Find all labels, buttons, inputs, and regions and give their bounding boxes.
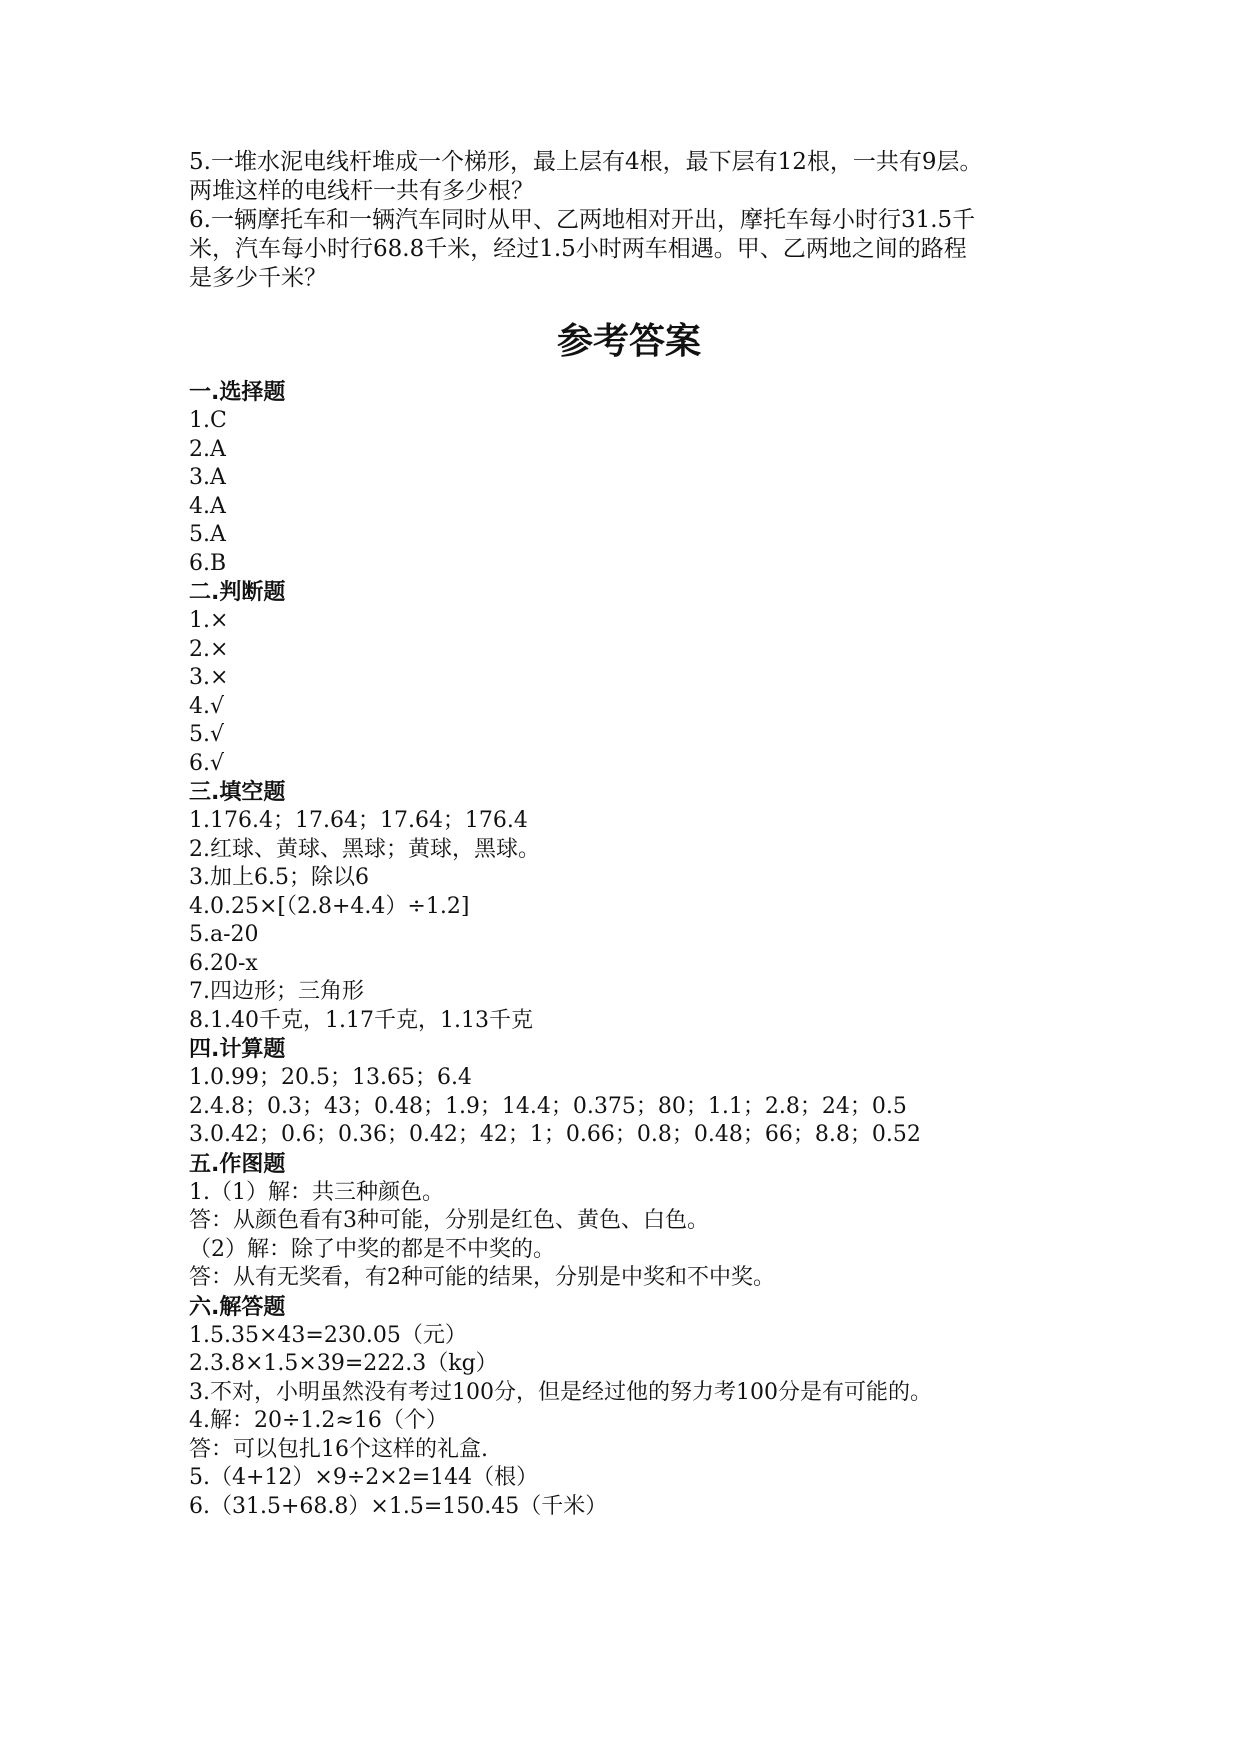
answer-line: 5.A [189, 522, 226, 547]
answer-line: 答：从有无奖看，有2种可能的结果，分别是中奖和不中奖。 [189, 1265, 775, 1290]
answer-line: 5.（4+12）×9÷2×2=144（根） [189, 1465, 539, 1490]
page-content [189, 148, 1069, 1521]
answer-section-drawing [189, 1150, 1069, 1293]
answer-line: 3.A [189, 465, 226, 490]
section-heading: 三.填空题 [189, 780, 286, 805]
answer-line: 答：从颜色看有3种可能，分别是红色、黄色、白色。 [189, 1208, 709, 1233]
answer-line: 答：可以包扎16个这样的礼盒. [189, 1436, 488, 1462]
section-heading: 六.解答题 [189, 1294, 286, 1320]
answer-line: 2.A [189, 436, 226, 462]
answer-line: 4.A [189, 493, 226, 519]
answer-line: 4.解：20÷1.2≈16（个） [189, 1408, 448, 1433]
answer-line: 3.不对，小明虽然没有考过100分，但是经过他的努力考100分是有可能的。 [189, 1379, 932, 1405]
answer-line: 2.红球、黄球、黑球；黄球，黑球。 [189, 836, 540, 862]
answer-line: 6.√ [189, 750, 225, 776]
section-heading: 二.判断题 [189, 580, 286, 605]
answer-line: 4.√ [189, 693, 225, 719]
question-block [189, 148, 1069, 293]
question-line: 是多少千米？ [189, 265, 327, 291]
answer-section-calculation [189, 1035, 1069, 1150]
section-heading: 五.作图题 [189, 1151, 286, 1177]
answer-line: 1.176.4；17.64；17.64；176.4 [189, 808, 528, 833]
answer-line: 2.3.8×1.5×39=222.3（kg） [189, 1351, 498, 1376]
answer-line: 4.0.25×[（2.8+4.4）÷1.2] [189, 893, 470, 919]
question-line: 两堆这样的电线杆一共有多少根？ [189, 178, 534, 204]
answer-line: 3.0.42；0.6；0.36；0.42；42；1；0.66；0.8；0.48；66；8.8；0.52 [189, 1122, 921, 1147]
answer-line: 1.（1）解：共三种颜色。 [189, 1179, 444, 1205]
answer-section-choice [189, 378, 1069, 578]
answer-line: 7.四边形；三角形 [189, 979, 364, 1004]
answer-line: 2.4.8；0.3；43；0.48；1.9；14.4；0.375；80；1.1；2.8；24；0.5 [189, 1093, 907, 1119]
question-line: 米，汽车每小时行68.8千米，经过1.5小时两车相遇。甲、乙两地之间的路程 [189, 236, 967, 262]
question-line: 5.一堆水泥电线杆堆成一个梯形，最上层有4根，最下层有12根，一共有9层。 [189, 149, 983, 175]
answer-line: （2）解：除了中奖的都是不中奖的。 [189, 1236, 555, 1262]
answer-line: 1.0.99；20.5；13.65；6.4 [189, 1065, 472, 1090]
answer-line: 5.a-20 [189, 922, 259, 947]
answer-line: 1.C [189, 408, 227, 433]
answer-line: 3.加上6.5；除以6 [189, 865, 369, 890]
answer-line: 2.× [189, 636, 229, 662]
section-heading: 四.计算题 [189, 1037, 286, 1062]
answer-line: 3.× [189, 665, 229, 690]
answer-section-judgment [189, 578, 1069, 778]
answer-line: 1.5.35×43=230.05（元） [189, 1322, 467, 1348]
page-title: 参考答案 [556, 321, 701, 362]
answer-line: 6.20-x [189, 950, 258, 976]
answer-line: 6.（31.5+68.8）×1.5=150.45（千米） [189, 1493, 608, 1519]
question-line: 6.一辆摩托车和一辆汽车同时从甲、乙两地相对开出，摩托车每小时行31.5千 [189, 207, 976, 233]
answer-line: 5.√ [189, 722, 225, 747]
answer-line: 1.× [189, 608, 229, 633]
answer-section-fill-blank [189, 778, 1069, 1035]
section-heading: 一.选择题 [189, 380, 286, 405]
answer-line: 6.B [189, 550, 227, 576]
answer-line: 8.1.40千克，1.17千克，1.13千克 [189, 1007, 533, 1033]
answer-section-solving [189, 1293, 1069, 1522]
